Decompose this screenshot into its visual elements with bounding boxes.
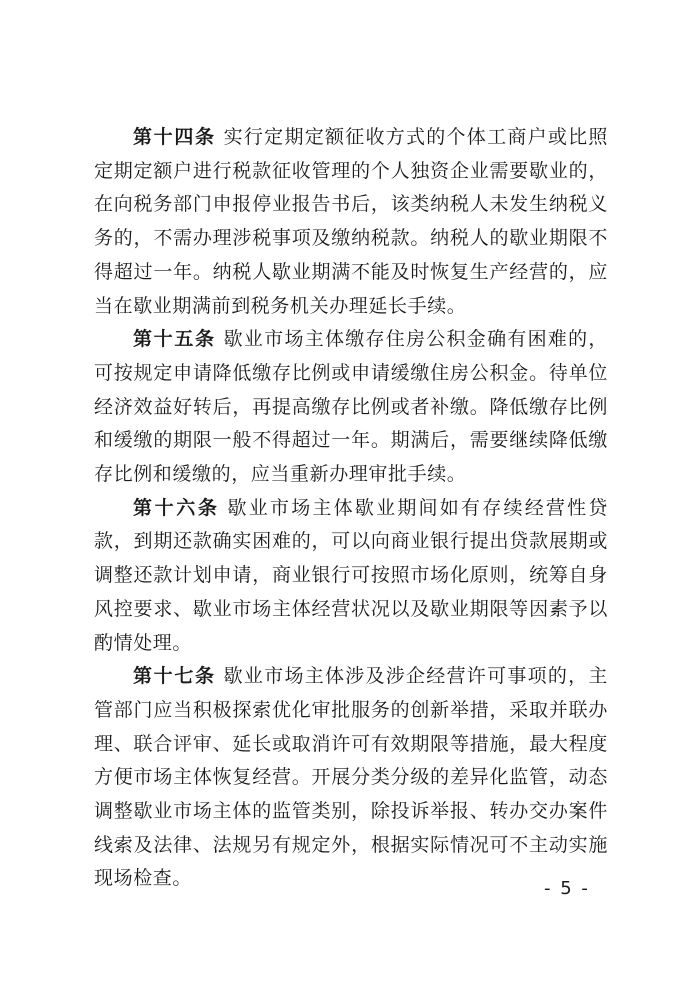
article-text: 歇业市场主体缴存住房公积金确有困难的，可按规定申请降低缴存比例或申请缓缴住房公积金。待单位经济效益好转后，再提高缴存比例或者补缴。降低缴存比例和缓缴的期限一般不得超过一年。期满后，需要继续降低缴存比例和缓缴的，应当重新办理审批手续。 <box>94 328 608 486</box>
article-16 <box>94 492 608 661</box>
article-text: 实行定期定额征收方式的个体工商户或比照定期定额户进行税款征收管理的个人独资企业需要歇业的，在向税务部门申报停业报告书后，该类纳税人未发生纳税义务的，不需办理涉税事项及缴纳税款。纳税人的歇业期限不得超过一年。纳税人歇业期满不能及时恢复生产经营的，应当在歇业期满前到税务机关办理延长手续。 <box>94 126 608 317</box>
article-number: 第十四条 <box>133 126 216 148</box>
article-number: 第十七条 <box>133 665 216 688</box>
article-number: 第十五条 <box>133 328 216 351</box>
article-text: 歇业市场主体涉及涉企经营许可事项的，主管部门应当积极探索优化审批服务的创新举措，采取并联办理、联合评审、延长或取消许可有效期限等措施，最大程度方便市场主体恢复经营。开展分类分级的差异化监管，动态调整歇业市场主体的监管类别，除投诉举报、转办交办案件线索及法律、法规另有规定外，根据实际情况可不主动实施现场检查。 <box>94 665 608 890</box>
page-number: - 5 - <box>544 878 590 899</box>
document-body <box>94 121 608 896</box>
article-number: 第十六条 <box>133 496 220 519</box>
article-text: 歇业市场主体歇业期间如有存续经营性贷款，到期还款确实困难的，可以向商业银行提出贷款展期或调整还款计划申请，商业银行可按照市场化原则，统筹自身风控要求、歇业市场主体经营状况以及歇业期限等因素予以酌情处理。 <box>94 496 608 654</box>
article-14 <box>94 121 608 323</box>
article-15 <box>94 323 608 492</box>
article-17 <box>94 660 608 896</box>
